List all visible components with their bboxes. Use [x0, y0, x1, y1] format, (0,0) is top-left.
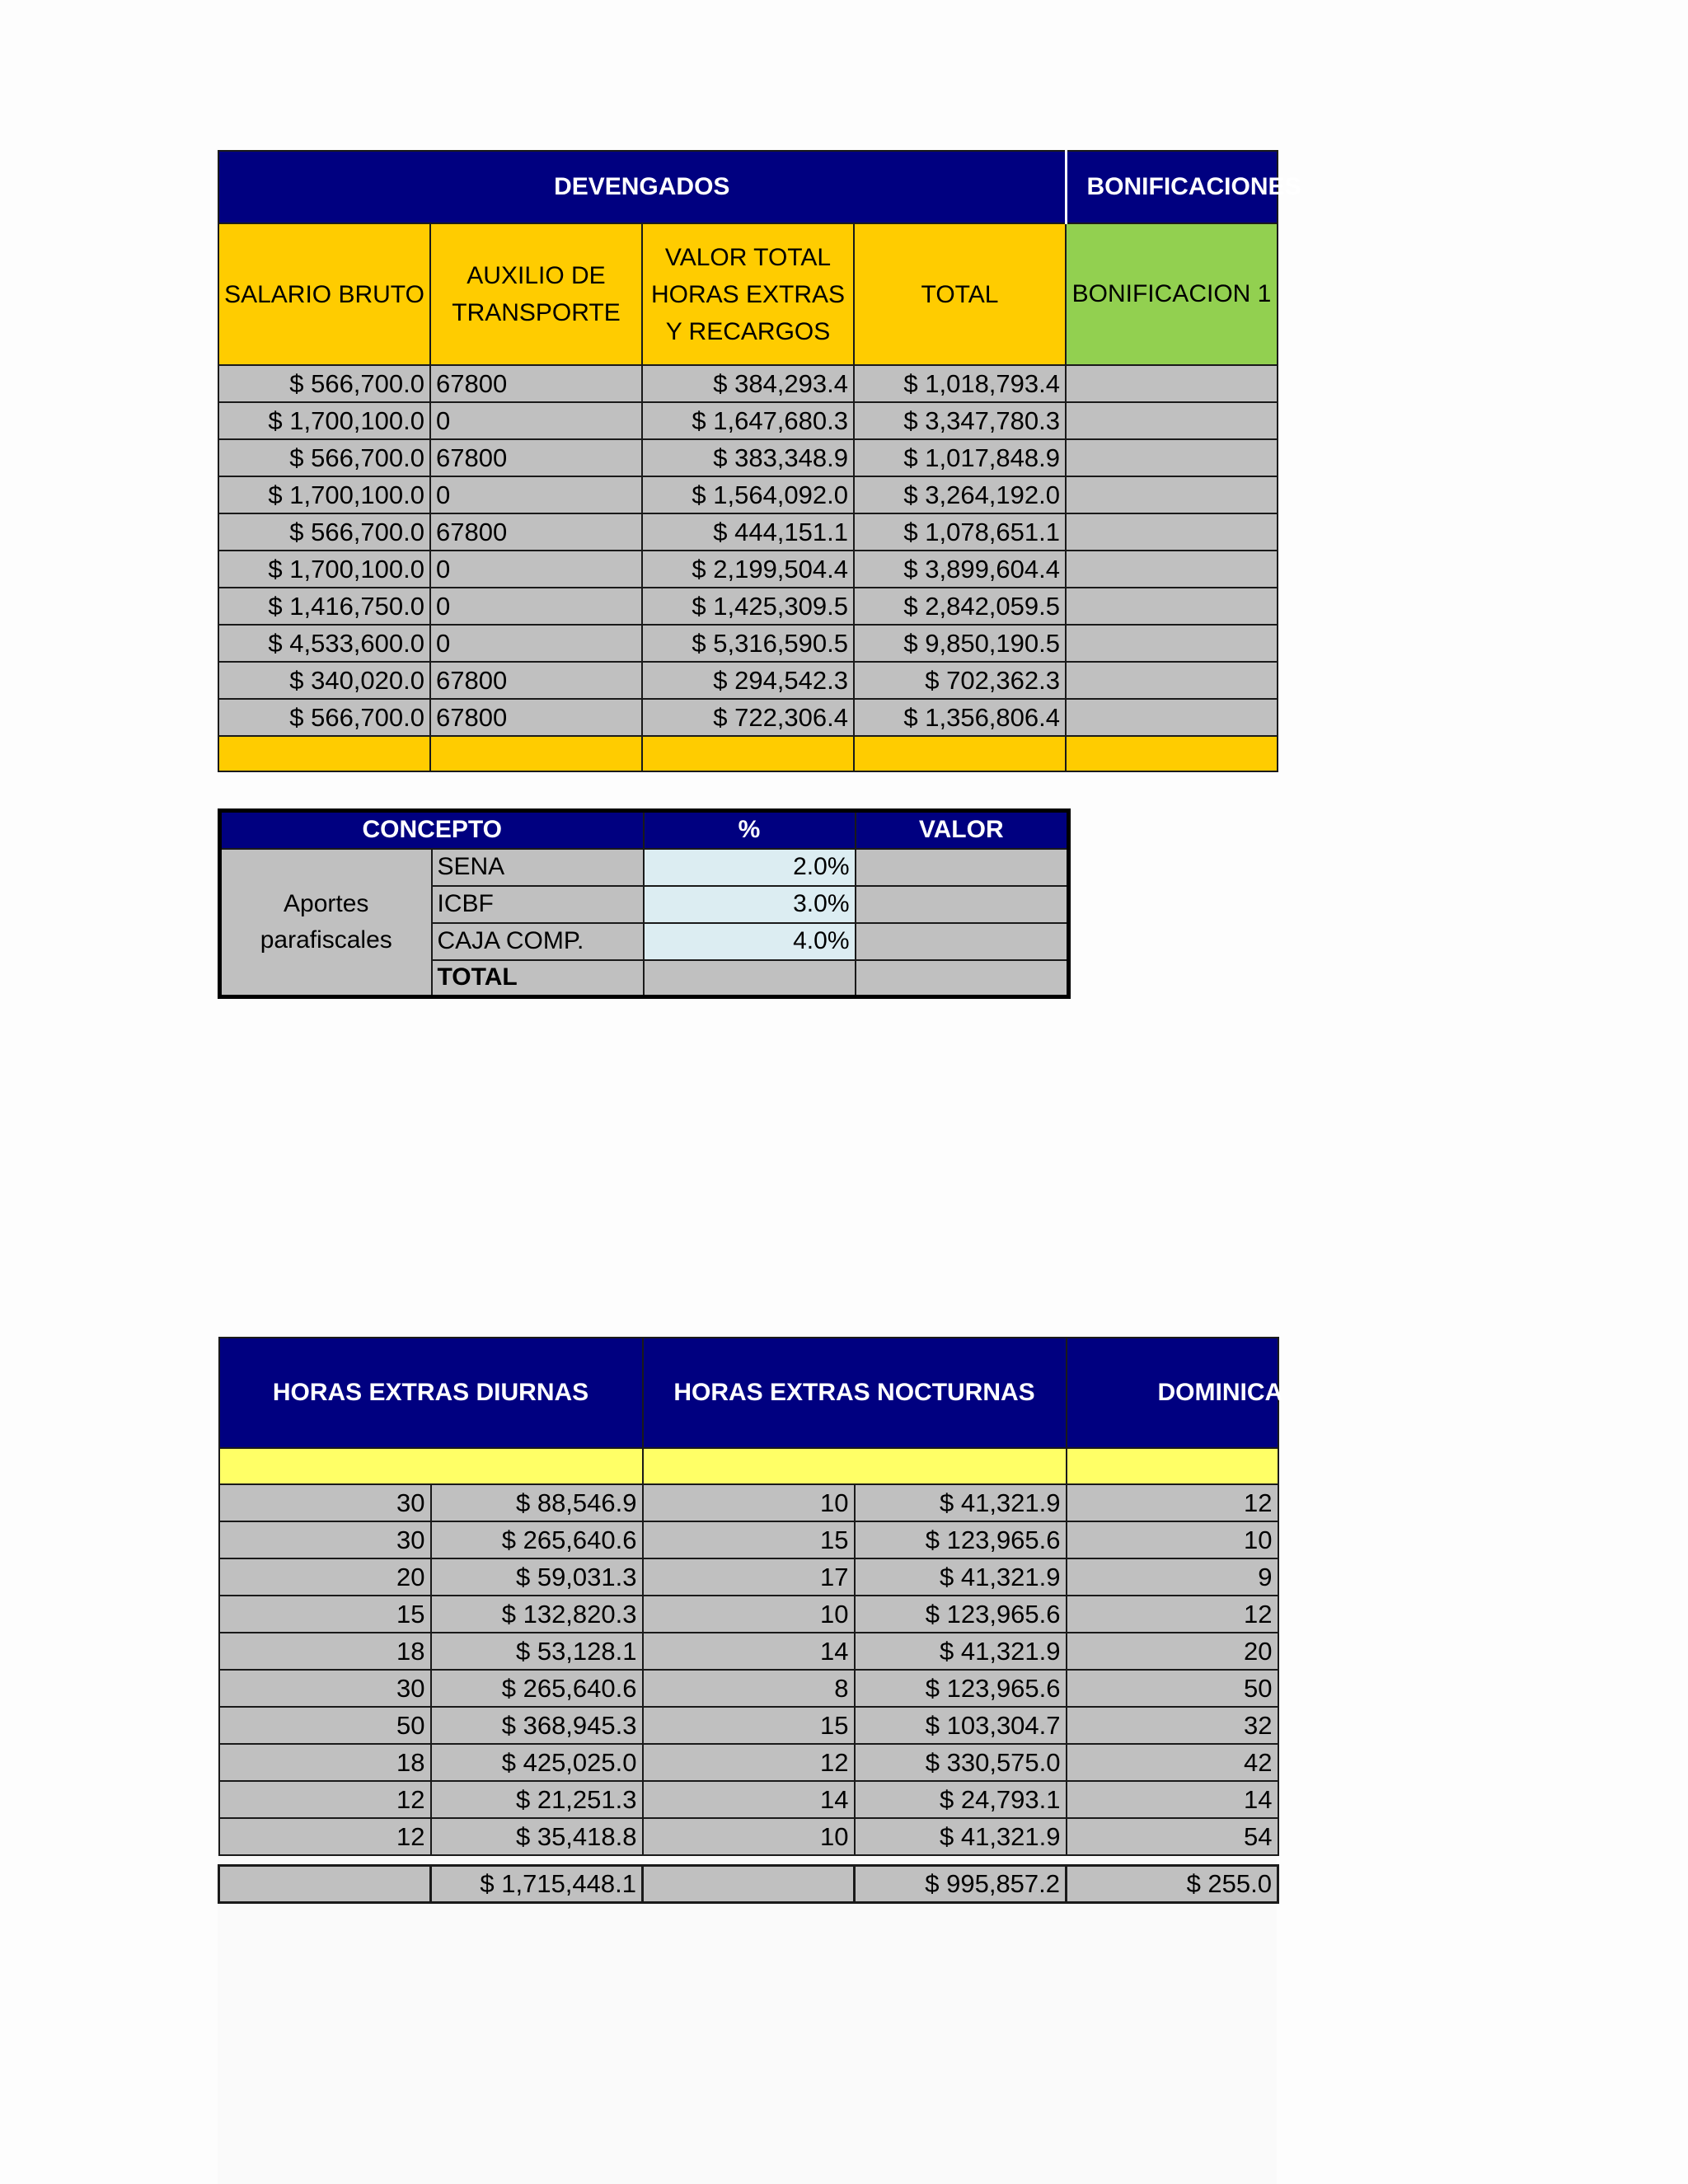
footer-cell[interactable]	[218, 736, 430, 771]
footer-cell[interactable]	[1066, 736, 1278, 771]
auxilio-transporte-cell[interactable]: 67800	[430, 662, 642, 699]
total-cell[interactable]: $ 1,356,806.4	[854, 699, 1066, 736]
horas-extras-valor-cell[interactable]: $ 294,542.3	[642, 662, 854, 699]
salario-bruto-cell[interactable]: $ 566,700.0	[218, 513, 430, 551]
nocturnas-horas-cell[interactable]: 15	[643, 1707, 855, 1744]
nocturnas-horas-cell[interactable]: 10	[643, 1484, 855, 1521]
total-cell[interactable]: $ 1,017,848.9	[854, 439, 1066, 476]
devengados-header: DEVENGADOS	[218, 151, 1066, 223]
nocturnas-valor-cell[interactable]: $ 330,575.0	[855, 1744, 1067, 1781]
total-percent-cell[interactable]	[644, 960, 856, 997]
nocturnas-horas-cell[interactable]: 17	[643, 1558, 855, 1596]
bonificacion-cell[interactable]	[1066, 662, 1278, 699]
salario-bruto-cell[interactable]: $ 1,700,100.0	[218, 476, 430, 513]
bonificacion-cell[interactable]	[1066, 439, 1278, 476]
nocturnas-horas-cell[interactable]: 8	[643, 1670, 855, 1707]
devengados-table	[218, 150, 1301, 772]
diurnas-horas-cell[interactable]: 15	[219, 1596, 431, 1633]
horas-extras-valor-cell[interactable]: $ 1,647,680.3	[642, 402, 854, 439]
salario-bruto-cell[interactable]: $ 566,700.0	[218, 699, 430, 736]
footer-cell[interactable]	[642, 736, 854, 771]
footer-cell[interactable]	[854, 736, 1066, 771]
total-valor-cell[interactable]	[856, 960, 1069, 997]
dominicales-horas-cell[interactable]: 12	[1067, 1484, 1278, 1521]
col-header-salario-bruto: SALARIO BRUTO	[218, 223, 430, 365]
auxilio-transporte-cell[interactable]: 0	[430, 588, 642, 625]
total-cell[interactable]: $ 2,842,059.5	[854, 588, 1066, 625]
table-row	[219, 1596, 1278, 1633]
total-cell[interactable]: $ 702,362.3	[854, 662, 1066, 699]
diurnas-valor-cell[interactable]: $ 59,031.3	[431, 1558, 643, 1596]
concepto-header: CONCEPTO	[220, 811, 644, 849]
total-dominicales-horas-cell[interactable]: $ 255.0	[1067, 1865, 1278, 1902]
horas-extras-valor-cell[interactable]: $ 1,564,092.0	[642, 476, 854, 513]
total-cell[interactable]: $ 9,850,190.5	[854, 625, 1066, 662]
bonificacion-cell[interactable]	[1066, 551, 1278, 588]
nocturnas-valor-cell[interactable]: $ 123,965.6	[855, 1596, 1067, 1633]
diurnas-valor-cell[interactable]: $ 425,025.0	[431, 1744, 643, 1781]
dominicales-horas-cell[interactable]: 32	[1067, 1707, 1278, 1744]
salario-bruto-cell[interactable]: $ 1,416,750.0	[218, 588, 430, 625]
salario-bruto-cell[interactable]: $ 1,700,100.0	[218, 402, 430, 439]
totals-row	[219, 1865, 1278, 1902]
input-band-cell[interactable]	[1067, 1448, 1278, 1484]
nocturnas-horas-cell[interactable]: 10	[643, 1596, 855, 1633]
auxilio-transporte-cell[interactable]: 0	[430, 551, 642, 588]
percent-cell[interactable]: 4.0%	[644, 923, 856, 960]
table-row	[219, 1521, 1278, 1558]
salario-bruto-cell[interactable]: $ 340,020.0	[218, 662, 430, 699]
concepto-cell[interactable]: SENA	[432, 849, 644, 886]
total-cell[interactable]: $ 1,078,651.1	[854, 513, 1066, 551]
table-row	[219, 1484, 1278, 1521]
horas-extras-table	[218, 1337, 1283, 1904]
total-cell[interactable]: $ 3,899,604.4	[854, 551, 1066, 588]
diurnas-horas-cell[interactable]: 12	[219, 1781, 431, 1818]
aportes-group-label: Aportes parafiscales	[220, 849, 432, 997]
input-band-cell[interactable]	[643, 1448, 1067, 1484]
nocturnas-valor-cell[interactable]: $ 41,321.9	[855, 1484, 1067, 1521]
diurnas-valor-cell[interactable]: $ 21,251.3	[431, 1781, 643, 1818]
nocturnas-valor-cell[interactable]: $ 41,321.9	[855, 1818, 1067, 1855]
diurnas-valor-cell[interactable]: $ 35,418.8	[431, 1818, 643, 1855]
dominicales-horas-cell[interactable]: 50	[1067, 1670, 1278, 1707]
table-row	[219, 1744, 1278, 1781]
dominicales-horas-cell[interactable]: 10	[1067, 1521, 1278, 1558]
bonificaciones-header: BONIFICACIONES	[1066, 151, 1278, 223]
percent-cell[interactable]: 2.0%	[644, 849, 856, 886]
dominicales-horas-cell[interactable]: 9	[1067, 1558, 1278, 1596]
table-row	[218, 699, 1278, 736]
dominicales-horas-cell[interactable]: 20	[1067, 1633, 1278, 1670]
diurnas-horas-cell[interactable]: 30	[219, 1670, 431, 1707]
horas-extras-valor-cell[interactable]: $ 383,348.9	[642, 439, 854, 476]
table-row	[218, 588, 1278, 625]
col-header-horas-extras: VALOR TOTAL HORAS EXTRAS Y RECARGOS	[642, 223, 854, 365]
auxilio-transporte-cell[interactable]: 67800	[430, 699, 642, 736]
diurnas-horas-cell[interactable]: 12	[219, 1818, 431, 1855]
table-row	[218, 513, 1278, 551]
dominicales-header: DOMINICA	[1067, 1338, 1278, 1448]
dominicales-horas-cell[interactable]: 42	[1067, 1744, 1278, 1781]
salario-bruto-cell[interactable]: $ 566,700.0	[218, 365, 430, 402]
nocturnas-valor-cell[interactable]: $ 24,793.1	[855, 1781, 1067, 1818]
table-row	[218, 551, 1278, 588]
valor-cell[interactable]	[856, 849, 1069, 886]
table-row	[218, 625, 1278, 662]
valor-cell[interactable]	[856, 923, 1069, 960]
auxilio-transporte-cell[interactable]: 67800	[430, 365, 642, 402]
total-diurnas-valor-cell[interactable]: $ 1,715,448.1	[431, 1865, 643, 1902]
bonificacion-cell[interactable]	[1066, 476, 1278, 513]
nocturnas-horas-cell[interactable]: 10	[643, 1818, 855, 1855]
spacer-row	[219, 1855, 1278, 1865]
horas-extras-diurnas-header: HORAS EXTRAS DIURNAS	[219, 1338, 643, 1448]
horas-extras-valor-cell[interactable]: $ 722,306.4	[642, 699, 854, 736]
total-cell[interactable]: $ 3,264,192.0	[854, 476, 1066, 513]
diurnas-valor-cell[interactable]: $ 53,128.1	[431, 1633, 643, 1670]
diurnas-valor-cell[interactable]: $ 265,640.6	[431, 1521, 643, 1558]
table-row	[219, 1707, 1278, 1744]
bonificacion-cell[interactable]	[1066, 625, 1278, 662]
dominicales-horas-cell[interactable]: 54	[1067, 1818, 1278, 1855]
col-header-bonificacion-1: BONIFICACION 1	[1066, 223, 1278, 365]
bonificacion-cell[interactable]	[1066, 699, 1278, 736]
nocturnas-horas-cell[interactable]: 14	[643, 1633, 855, 1670]
auxilio-transporte-cell[interactable]: 0	[430, 402, 642, 439]
diurnas-valor-cell[interactable]: $ 88,546.9	[431, 1484, 643, 1521]
dominicales-horas-cell[interactable]: 14	[1067, 1781, 1278, 1818]
total-cell[interactable]: $ 3,347,780.3	[854, 402, 1066, 439]
auxilio-transporte-cell[interactable]: 0	[430, 625, 642, 662]
total-diurnas-horas-cell[interactable]	[219, 1865, 431, 1902]
table-row	[218, 402, 1278, 439]
valor-header: VALOR	[856, 811, 1069, 849]
horas-extras-valor-cell[interactable]: $ 2,199,504.4	[642, 551, 854, 588]
nocturnas-valor-cell[interactable]: $ 41,321.9	[855, 1633, 1067, 1670]
horas-extras-valor-cell[interactable]: $ 444,151.1	[642, 513, 854, 551]
footer-cell[interactable]	[430, 736, 642, 771]
diurnas-horas-cell[interactable]: 18	[219, 1744, 431, 1781]
diurnas-valor-cell[interactable]: $ 265,640.6	[431, 1670, 643, 1707]
horas-extras-valor-cell[interactable]: $ 5,316,590.5	[642, 625, 854, 662]
diurnas-valor-cell[interactable]: $ 132,820.3	[431, 1596, 643, 1633]
table-row	[219, 1633, 1278, 1670]
diurnas-horas-cell[interactable]: 50	[219, 1707, 431, 1744]
diurnas-horas-cell[interactable]: 20	[219, 1558, 431, 1596]
table-row	[219, 1558, 1278, 1596]
salario-bruto-cell[interactable]: $ 566,700.0	[218, 439, 430, 476]
salario-bruto-cell[interactable]: $ 4,533,600.0	[218, 625, 430, 662]
nocturnas-valor-cell[interactable]: $ 41,321.9	[855, 1558, 1067, 1596]
table-row	[219, 1670, 1278, 1707]
aportes-table	[218, 808, 1071, 999]
horas-extras-valor-cell[interactable]: $ 1,425,309.5	[642, 588, 854, 625]
diurnas-horas-cell[interactable]: 30	[219, 1521, 431, 1558]
bonificacion-cell[interactable]	[1066, 402, 1278, 439]
nocturnas-horas-cell[interactable]: 14	[643, 1781, 855, 1818]
input-band-cell[interactable]	[219, 1448, 643, 1484]
percent-cell[interactable]: 3.0%	[644, 886, 856, 923]
nocturnas-horas-cell[interactable]: 12	[643, 1744, 855, 1781]
concepto-cell[interactable]: CAJA COMP.	[432, 923, 644, 960]
table-row	[219, 1781, 1278, 1818]
percent-header: %	[644, 811, 856, 849]
nocturnas-valor-cell[interactable]: $ 103,304.7	[855, 1707, 1067, 1744]
table-row	[218, 476, 1278, 513]
diurnas-valor-cell[interactable]: $ 368,945.3	[431, 1707, 643, 1744]
horas-extras-valor-cell[interactable]: $ 384,293.4	[642, 365, 854, 402]
concepto-cell[interactable]: ICBF	[432, 886, 644, 923]
table-row	[218, 365, 1278, 402]
valor-cell[interactable]	[856, 886, 1069, 923]
diurnas-horas-cell[interactable]: 30	[219, 1484, 431, 1521]
total-nocturnas-valor-cell[interactable]: $ 995,857.2	[855, 1865, 1067, 1902]
diurnas-horas-cell[interactable]: 18	[219, 1633, 431, 1670]
total-nocturnas-horas-cell[interactable]	[643, 1865, 855, 1902]
auxilio-transporte-cell[interactable]: 0	[430, 476, 642, 513]
table-row	[219, 1818, 1278, 1855]
dominicales-horas-cell[interactable]: 12	[1067, 1596, 1278, 1633]
nocturnas-valor-cell[interactable]: $ 123,965.6	[855, 1670, 1067, 1707]
table-row	[218, 662, 1278, 699]
col-header-auxilio-transporte: AUXILIO DE TRANSPORTE	[430, 223, 642, 365]
bonificacion-cell[interactable]	[1066, 513, 1278, 551]
horas-extras-nocturnas-header: HORAS EXTRAS NOCTURNAS	[643, 1338, 1067, 1448]
table-row	[218, 439, 1278, 476]
col-header-total: TOTAL	[854, 223, 1066, 365]
total-cell[interactable]: $ 1,018,793.4	[854, 365, 1066, 402]
total-label: TOTAL	[432, 960, 644, 997]
auxilio-transporte-cell[interactable]: 67800	[430, 513, 642, 551]
bonificacion-cell[interactable]	[1066, 588, 1278, 625]
auxilio-transporte-cell[interactable]: 67800	[430, 439, 642, 476]
nocturnas-valor-cell[interactable]: $ 123,965.6	[855, 1521, 1067, 1558]
salario-bruto-cell[interactable]: $ 1,700,100.0	[218, 551, 430, 588]
nocturnas-horas-cell[interactable]: 15	[643, 1521, 855, 1558]
bonificacion-cell[interactable]	[1066, 365, 1278, 402]
